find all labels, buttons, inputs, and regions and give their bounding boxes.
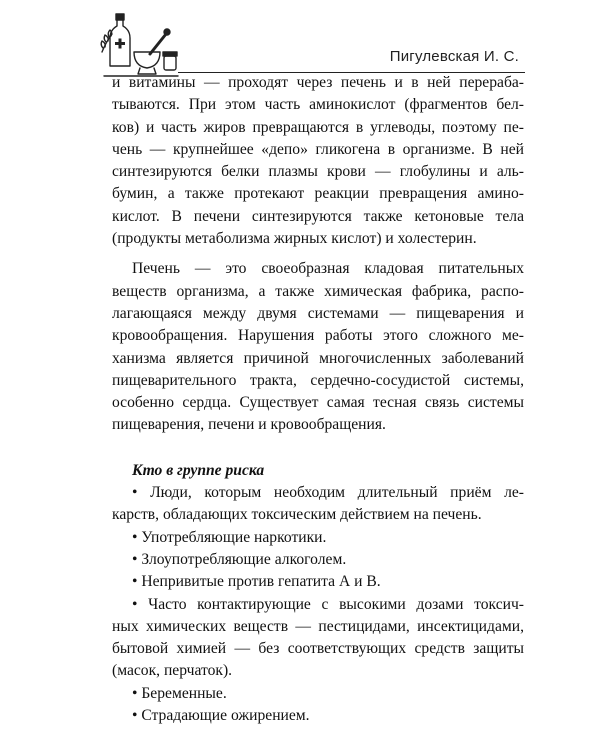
- text-line: особенно сердца. Существует самая тесная связь системы: [112, 394, 524, 412]
- text-line: (продукты метаболизма жирных кислот) и холестерин.: [112, 230, 477, 248]
- text-line: тываются. При этом часть аминокислот (фрагментов бел-: [112, 96, 524, 114]
- list-item-line: (масок, перчаток).: [112, 662, 233, 680]
- body-text: [112, 72, 524, 727]
- list-item-line: • Употребляющие наркотики.: [132, 528, 327, 546]
- text-line: Печень — это своеобразная кладовая питательных: [132, 260, 524, 278]
- list-item-line: ных химических веществ — пестицидами, инсектицидами,: [112, 617, 524, 635]
- list-item: [112, 482, 524, 527]
- list-item-line: бытовой химией — без соответствующих средств защиты: [112, 640, 524, 658]
- paragraph-2: [112, 258, 524, 436]
- list-item: [112, 571, 524, 593]
- list-item-line: • Беременные.: [132, 684, 227, 702]
- text-line: пищеварительного тракта, сердечно-сосудистой системы,: [112, 371, 524, 389]
- list-item: [112, 594, 524, 683]
- text-line: веществ организма, а также химическая фабрика, распо-: [112, 282, 524, 300]
- text-line: ханизма является причиной многочисленных заболеваний: [112, 349, 524, 367]
- list-item-line: • Люди, которым необходим длительный приём ле-: [132, 484, 524, 502]
- list-item: [112, 705, 524, 727]
- text-line: пищеварения, печени и кровообращения.: [112, 416, 386, 434]
- text-line: кровообращения. Нарушения работы этого сложного ме-: [112, 327, 524, 345]
- risk-list: [112, 482, 524, 727]
- list-item-line: • Злоупотребляющие алкоголем.: [132, 550, 347, 568]
- text-line: ков) и часть жиров превращаются в углеводы, поэтому пе-: [112, 118, 524, 136]
- text-line: синтезируются белки плазмы крови — глобулины и аль-: [112, 163, 524, 181]
- text-line: чень — крупнейшее «депо» гликогена в организме. В ней: [112, 140, 524, 158]
- list-item-line: карств, обладающих токсическим действием на печень.: [112, 506, 482, 524]
- text-line: лагающаяся между двумя системами — пищеварения и: [112, 304, 524, 322]
- paragraph-1: [112, 72, 524, 250]
- section-heading: Кто в группе риска: [132, 461, 265, 479]
- list-item-line: • Часто контактирующие с высокими дозами токсич-: [132, 595, 524, 613]
- text-line: и витамины — проходят через печень и в ней перераба-: [112, 74, 524, 91]
- list-item-line: • Непривитые против гепатита А и В.: [132, 573, 381, 591]
- text-line: кислот. В печени синтезируются также кетоновые тела: [112, 207, 524, 225]
- list-item-line: • Страдающие ожирением.: [132, 707, 310, 725]
- list-item: [112, 527, 524, 549]
- text-line: бумин, а также протекают реакции превращения амино-: [112, 185, 524, 203]
- list-item: [112, 549, 524, 571]
- running-head-author: Пигулевская И. С.: [389, 48, 519, 65]
- list-item: [112, 683, 524, 705]
